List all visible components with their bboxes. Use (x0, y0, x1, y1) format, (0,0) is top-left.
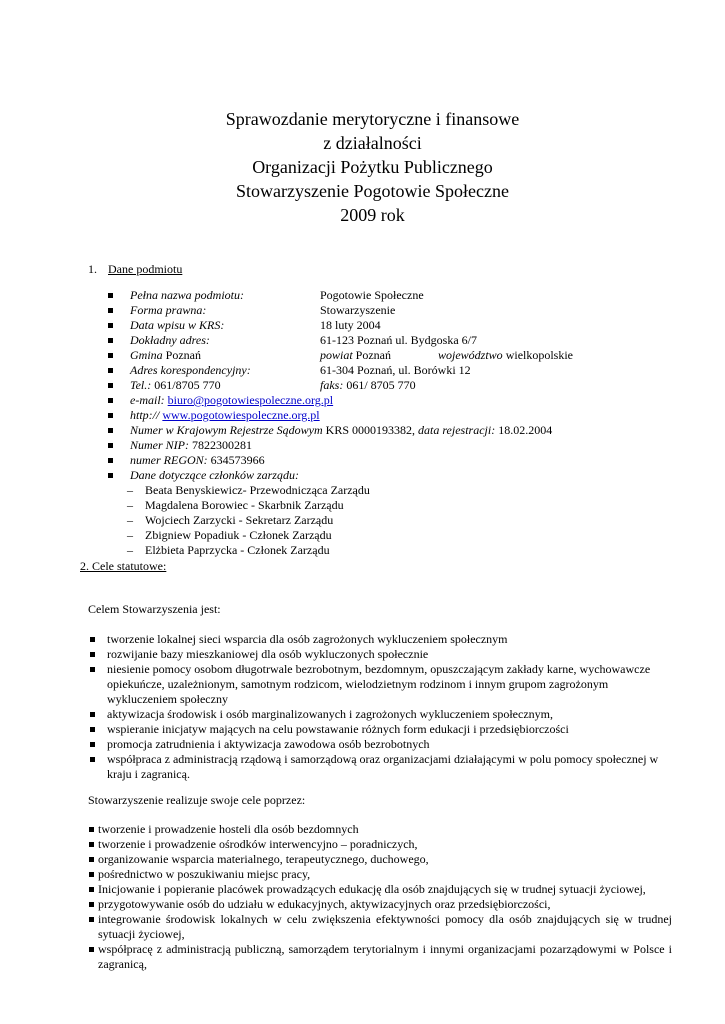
bullet-square-icon (108, 368, 113, 373)
field-value: 61-123 Poznań ul. Bydgoska 6/7 (320, 333, 477, 347)
bullet-square-icon (90, 727, 95, 732)
fax-value: 061/ 8705 770 (346, 378, 416, 392)
title-line-1: Sprawozdanie merytoryczne i finansowe (225, 109, 520, 129)
regon-label: numer REGON: (130, 453, 208, 467)
bullet-square-icon (89, 887, 94, 892)
section-2-heading: 2. Cele statutowe: (80, 559, 167, 573)
dash-icon: – (127, 528, 133, 542)
means-intro: Stowarzyszenie realizuje swoje cele poprzez: (88, 793, 306, 807)
bullet-square-icon (108, 293, 113, 298)
bullet-square-icon (89, 857, 94, 862)
means-list (88, 822, 672, 972)
title-line-3: Organizacji Pożytku Publicznego (252, 157, 493, 177)
gmina-value: Poznań (165, 348, 201, 362)
field-value: 18 luty 2004 (320, 318, 381, 332)
list-item: przygotowywanie osób do udziału w edukacyjnych, aktywizacyjnych oraz przedsiębiorczości, (88, 897, 672, 912)
dash-icon: – (127, 543, 133, 557)
list-item: niesienie pomocy osobom długotrwale bezrobotnym, bezdomnym, opuszczającym zakłady karne, wychowawcze opiekuńcze, uzależnionym, samotnym rodzicom, wielodzietnym rodzinom i innym grupom zagrożonym wykluczeniem społeczny (88, 662, 678, 707)
list-item: współpracę z administracją publiczną, samorządem terytorialnym i innymi organizacjami pozarządowymi w Polsce i zagranicą, (88, 942, 672, 972)
voivodeship-label: województwo (438, 348, 503, 362)
bullet-square-icon (90, 757, 95, 762)
powiat-value: Poznań (355, 348, 391, 362)
document-page: Sprawozdanie merytoryczne i finansowe z działalności Organizacji Pożytku Publicznego Stowarzyszenie Pogotowie Społeczne 2009 rok 1. Dane podmiotu Pełna nazwa podmiotu: Pogotowie Społeczne Forma prawna: Stowarzyszenie Data wpisu w KRS: 18 luty 2004 Dokładny adres: 61-123 Poznań ul. Bydgoska 6/7 Gmina Poznań powiat Poznań województwo wielkopolskie Adres korespondencyjny: 61-304 Poznań, ul. Borówki 12 Tel.: 061/8705 770 faks: 061/ 8705 770 e-mail: biuro@pogotowiespoleczne.org.pl http:// www.pogotowiespoleczne.org.pl Numer w Krajowym Rejestrze Sądowym KRS 0000193382, data rejestracji: 18.02.2004 Numer NIP: 7822300281 numer REGON: 634573966 Dane dotyczące członków zarządu: – Beata Benyskiewicz- Przewodnicząca Zarządu – Magdalena Borowiec - Skarbnik Zarządu – Wojciech Zarzycki - Sekretarz Zarządu – Zbigniew Popadiuk - Członek Zarządu – Elżbieta Paprzycka - Członek Zarządu 2. Cele statutowe: Celem Stowarzyszenia jest: tworzenie lokalnej sieci wsparcia dla osób zagrożonych wykluczeniem społecznym rozwijanie bazy mieszkaniowej dla osób wykluczonych społecznie niesienie pomocy osobom długotrwale bezrobotnym, bezdomnym, opuszczającym zakłady karne, wychowawcze opiekuńcze, uzależnionym, samotnym rodzicom, wielodzietnym rodzinom i innym grupom zagrożonym wykluczeniem społeczny aktywizacja środowisk i osób marginalizowanych i zagrożonych wykluczeniem społecznym, wspieranie inicjatyw mających na celu powstawanie różnych form edukacji i przedsiębiorczości promocja zatrudnienia i aktywizacja zawodowa osób bezrobotnych współpraca z administracją rządową i samorządową oraz organizacjami działającymi w polu pomocy społecznej w kraju i zagranicą. Stowarzyszenie realizuje swoje cele poprzez: tworzenie i prowadzenie hosteli dla osób bezdomnych tworzenie i prowadzenie ośrodków interwencyjno – poradniczych, organizowanie wsparcia materialnego, terapeutycznego, duchowego, pośrednictwo w poszukiwaniu miejsc pracy, Inicjowanie i popieranie placówek prowadzących edukację dla osób znajdujących się w trudnej sytuacji życiowej, przygotowywanie osób do udziału w edukacyjnych, aktywizacyjnych oraz przedsiębiorczości, integrowanie środowisk lokalnych w celu zwiększenia efektywności pomocy dla osób znajdujących się w trudnej sytuacji życiowej, współpracę z administracją publiczną, samorządem terytorialnym i innymi organizacjami pozarządowymi w Polsce i zagranicą, (0, 0, 725, 1024)
nip-label: Numer NIP: (130, 438, 189, 452)
bullet-square-icon (90, 637, 95, 642)
registration-value: 18.02.2004 (498, 423, 553, 437)
bullet-square-icon (108, 413, 113, 418)
bullet-square-icon (90, 667, 95, 672)
board-label: Dane dotyczące członków zarządu: (130, 468, 299, 482)
title-line-4: Stowarzyszenie Pogotowie Społeczne (236, 181, 509, 201)
section-1-heading: Dane podmiotu (108, 262, 183, 276)
bullet-square-icon (90, 712, 95, 717)
phone-value: 061/8705 770 (154, 378, 221, 392)
krs-value: KRS 0000193382, (325, 423, 415, 437)
bullet-square-icon (90, 742, 95, 747)
field-value: 61-304 Poznań, ul. Borówki 12 (320, 363, 471, 377)
list-item: promocja zatrudnienia i aktywizacja zawodowa osób bezrobotnych (88, 737, 678, 752)
field-label: Data wpisu w KRS: (130, 318, 225, 332)
bullet-square-icon (89, 827, 94, 832)
email-link[interactable]: biuro@pogotowiespoleczne.org.pl (167, 393, 334, 407)
list-item: wspieranie inicjatyw mających na celu powstawanie różnych form edukacji i przedsiębiorczości (88, 722, 678, 737)
bullet-square-icon (108, 398, 113, 403)
section-1-number: 1. (88, 262, 97, 276)
list-item: tworzenie i prowadzenie ośrodków interwencyjno – poradniczych, (88, 837, 672, 852)
list-item: organizowanie wsparcia materialnego, terapeutycznego, duchowego, (88, 852, 672, 867)
list-item: integrowanie środowisk lokalnych w celu zwiększenia efektywności pomocy dla osób znajdujących się w trudnej sytuacji życiowej, (88, 912, 672, 942)
goals-list (88, 632, 678, 782)
gmina-label: Gmina (130, 348, 163, 362)
dash-icon: – (127, 498, 133, 512)
report-title (0, 107, 725, 227)
bullet-square-icon (108, 473, 113, 478)
phone-label: Tel.: (130, 378, 152, 392)
bullet-square-icon (90, 652, 95, 657)
bullet-square-icon (108, 443, 113, 448)
list-item: pośrednictwo w poszukiwaniu miejsc pracy, (88, 867, 672, 882)
bullet-square-icon (108, 383, 113, 388)
list-item: aktywizacja środowisk i osób marginalizowanych i zagrożonych wykluczeniem społecznym, (88, 707, 678, 722)
list-item: Inicjowanie i popieranie placówek prowadzących edukację dla osób znajdujących się w trudnej sytuacji życiowej, (88, 882, 672, 897)
field-label: Adres korespondencyjny: (130, 363, 251, 377)
bullet-square-icon (89, 917, 94, 922)
website-label: http:// (130, 408, 160, 422)
bullet-square-icon (108, 323, 113, 328)
krs-label: Numer w Krajowym Rejestrze Sądowym (130, 423, 323, 437)
registration-label: data rejestracji: (418, 423, 496, 437)
bullet-square-icon (108, 428, 113, 433)
powiat-label: powiat (320, 348, 353, 362)
dash-icon: – (127, 483, 133, 497)
website-link[interactable]: www.pogotowiespoleczne.org.pl (162, 408, 320, 422)
email-label: e-mail: (130, 393, 165, 407)
bullet-square-icon (108, 338, 113, 343)
voivodeship-value: wielkopolskie (505, 348, 574, 362)
bullet-square-icon (108, 308, 113, 313)
goals-intro: Celem Stowarzyszenia jest: (88, 602, 221, 616)
fax-label: faks: (320, 378, 344, 392)
list-item: tworzenie i prowadzenie hosteli dla osób bezdomnych (88, 822, 672, 837)
bullet-square-icon (89, 842, 94, 847)
bullet-square-icon (89, 872, 94, 877)
bullet-square-icon (89, 947, 94, 952)
title-line-5: 2009 rok (340, 205, 405, 225)
nip-value: 7822300281 (192, 438, 252, 452)
field-value: Stowarzyszenie (320, 303, 396, 317)
bullet-square-icon (108, 353, 113, 358)
list-item: współpraca z administracją rządową i samorządową oraz organizacjami działającymi w polu pomocy społecznej w kraju i zagranicą. (88, 752, 678, 782)
regon-value: 634573966 (210, 453, 265, 467)
list-item: rozwijanie bazy mieszkaniowej dla osób wykluczonych społecznie (88, 647, 678, 662)
field-value: Pogotowie Społeczne (320, 288, 424, 302)
field-label: Pełna nazwa podmiotu: (130, 288, 244, 302)
dash-icon: – (127, 513, 133, 527)
bullet-square-icon (108, 458, 113, 463)
title-line-2: z działalności (323, 133, 422, 153)
bullet-square-icon (89, 902, 94, 907)
field-label: Forma prawna: (130, 303, 207, 317)
field-label: Dokładny adres: (130, 333, 210, 347)
list-item: tworzenie lokalnej sieci wsparcia dla osób zagrożonych wykluczeniem społecznym (88, 632, 678, 647)
